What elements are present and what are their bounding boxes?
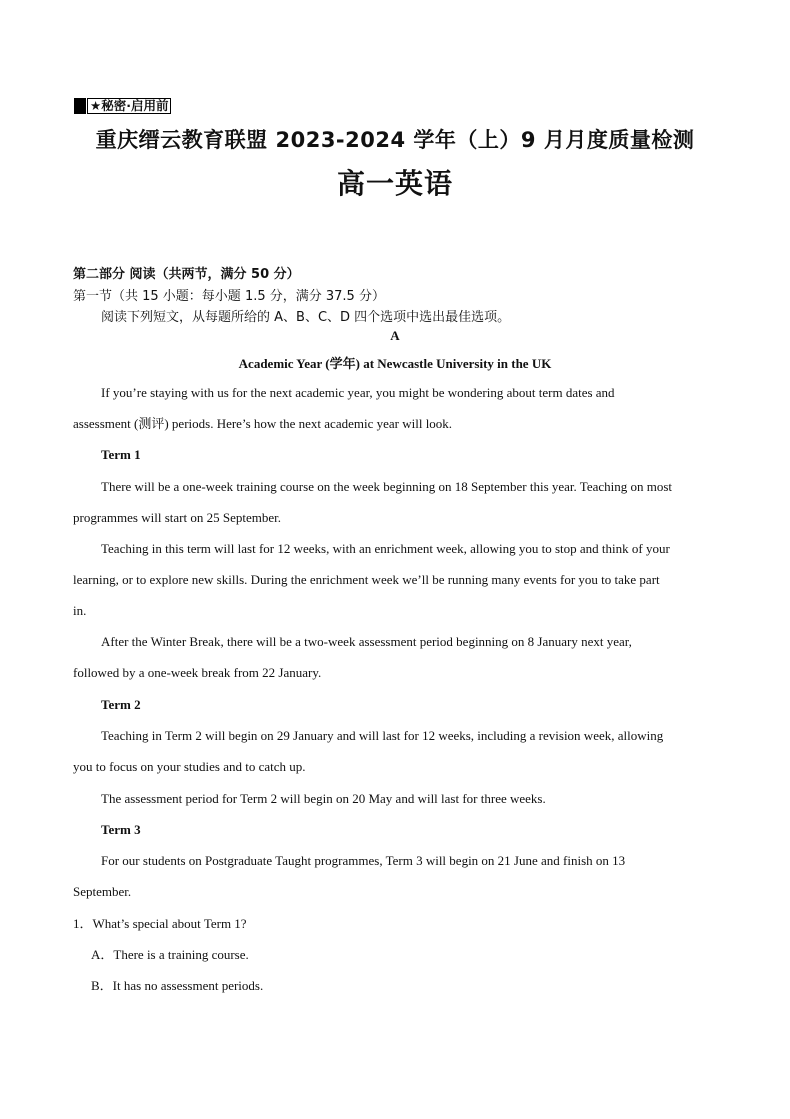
exam-subject: 高一英语 (336, 167, 453, 200)
passage-line: September. (73, 884, 132, 899)
passage-line: After the Winter Break, there will be a two-week assessment period beginning on 8 January next year, (101, 634, 632, 649)
passage-line: programmes will start on 25 September. (73, 510, 281, 525)
stamp-black-bar (74, 98, 86, 114)
stamp-text: ★秘密·启用前 (87, 98, 171, 114)
passage-line: in. (73, 603, 87, 618)
passage-title: Academic Year (学年) at Newcastle University in the UK (238, 356, 552, 371)
passage-line: For our students on Postgraduate Taught programmes, Term 3 will begin on 21 June and finish on 13 (101, 853, 626, 868)
question-option: B．It has no assessment periods. (91, 978, 264, 993)
term-heading: Term 2 (101, 697, 141, 712)
passage-line: followed by a one-week break from 22 January. (73, 665, 322, 680)
passage-line: you to focus on your studies and to catch up. (73, 759, 306, 774)
passage-letter: A (390, 328, 400, 343)
passage-line: Teaching in Term 2 will begin on 29 January and will last for 12 weeks, including a revision week, allowing (101, 728, 664, 743)
passage-line: If you’re staying with us for the next academic year, you might be wondering about term dates and (101, 385, 615, 400)
passage-line: The assessment period for Term 2 will begin on 20 May and will last for three weeks. (101, 791, 546, 806)
part-heading: 第二部分 阅读（共两节，满分 50 分） (73, 267, 300, 282)
term-heading: Term 1 (101, 447, 141, 462)
exam-title: 重庆缙云教育联盟 2023-2024 学年（上）9 月月度质量检测 (95, 128, 695, 152)
question-stem: 1．What’s special about Term 1? (73, 916, 247, 931)
subsection-heading: 第一节（共 15 小题：每小题 1.5 分，满分 37.5 分） (73, 289, 385, 304)
term-heading: Term 3 (101, 822, 141, 837)
confidential-stamp (74, 98, 171, 114)
passage-line: learning, or to explore new skills. During the enrichment week we’ll be running many events for you to take part (73, 572, 660, 587)
question-option: A．There is a training course. (91, 947, 249, 962)
instruction-text: 阅读下列短文，从每题所给的 A、B、C、D 四个选项中选出最佳选项。 (101, 310, 511, 325)
passage-line: assessment (测评) periods. Here’s how the next academic year will look. (73, 416, 453, 431)
passage-line: Teaching in this term will last for 12 weeks, with an enrichment week, allowing you to stop and think of your (101, 541, 670, 556)
passage-line: There will be a one-week training course on the week beginning on 18 September this year. Teaching on most (101, 479, 673, 494)
